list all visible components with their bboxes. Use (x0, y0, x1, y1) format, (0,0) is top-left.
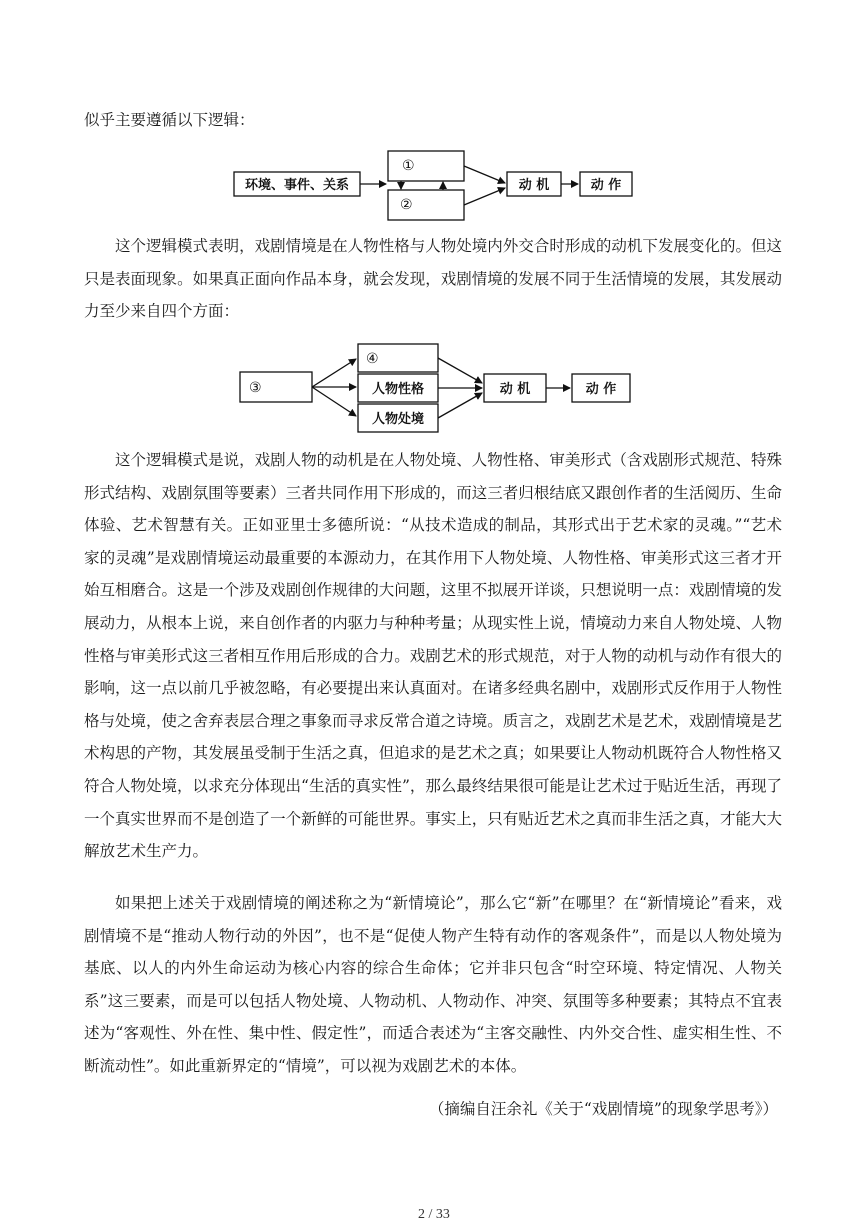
action-box (580, 172, 632, 196)
box-3-label: ③ (249, 380, 262, 396)
motive-box (507, 172, 561, 196)
intro-line: 似乎主要遵循以下逻辑： (84, 111, 255, 129)
source-citation: （摘编自汪余礼《关于“戏剧情境”的现象学思考》） (428, 1100, 778, 1118)
arrow-4-to-motive (438, 358, 482, 383)
box-2-label: ② (400, 197, 413, 213)
situation-box (358, 404, 438, 432)
arrow-3-to-4 (312, 359, 356, 387)
action-box-2 (572, 374, 630, 402)
box-2 (388, 190, 464, 220)
arrow-2-to-motive (464, 188, 505, 205)
logic-diagram-2 (0, 340, 868, 440)
box-4 (358, 344, 438, 372)
page-number: 2 / 33 (418, 1207, 450, 1222)
motive-label: 动 机 (518, 178, 550, 193)
env-label: 环境、事件、关系 (244, 178, 350, 193)
character-box (358, 374, 438, 402)
box-4-label: ④ (366, 351, 379, 367)
paragraph-2: 这个逻辑模式是说，戏剧人物的动机是在人物处境、人物性格、审美形式（含戏剧形式规范、特殊形式结构、戏剧氛围等要素）三者共同作用下形成的，而这三者归根结底又跟创作者的生活阅历、生命体验、艺术智慧有关。正如亚里士多德所说：“从技术造成的制品，其形式出于艺术家的灵魂。”“艺术家的灵魂”是戏剧情境运动最重要的本源动力，在其作用下人物处境、人物性格、审美形式这三者才开始互相磨合。这是一个涉及戏剧创作规律的大问题，这里不拟展开详谈，只想说明一点：戏剧情境的发展动力，从根本上说，来自创作者的内驱力与种种考量；从现实性上说，情境动力来自人物处境、人物性格与审美形式这三者相互作用后形成的合力。戏剧艺术的形式规范，对于人物的动机与动作有很大的影响，这一点以前几乎被忽略，有必要提出来认真面对。在诸多经典名剧中，戏剧形式反作用于人物性格与处境，使之舍弃表层合理之事象而寻求反常合道之诗境。质言之，戏剧艺术是艺术，戏剧情境是艺术构思的产物，其发展虽受制于生活之真，但追求的是艺术之真；如果要让人物动机既符合人物性格又符合人物处境，以求充分体现出“生活的真实性”，那么最终结果很可能是让艺术过于贴近生活，再现了一个真实世界而不是创造了一个新鲜的可能世界。事实上，只有贴近艺术之真而非生活之真，才能大大解放艺术生产力。 (84, 451, 782, 861)
arrow-3-to-situation (312, 387, 356, 416)
situation-label: 人物处境 (371, 412, 425, 427)
arrow-situation-to-motive (438, 393, 482, 418)
paragraph-3: 如果把上述关于戏剧情境的阐述称之为“新情境论”，那么它“新”在哪里？在“新情境论”看来，戏剧情境不是“推动人物行动的外因”，也不是“促使人物产生特有动作的客观条件”，而是以人物处境为基底、以人的内外生命运动为核心内容的综合生命体；它并非只包含“时空环境、特定情况、人物关系”这三要素，而是可以包括人物处境、人物动机、人物动作、冲突、氛围等多种要素；其特点不宜表述为“客观性、外在性、集中性、假定性”，而适合表述为“主客交融性、内外交合性、虚实相生性、不断流动性”。如此重新界定的“情境”，可以视为戏剧艺术的本体。 (84, 894, 782, 1075)
motive-box-2 (484, 374, 546, 402)
action-label: 动 作 (590, 178, 622, 193)
motive-label-2: 动 机 (499, 382, 531, 397)
arrow-1-to-motive (464, 166, 505, 183)
env-box (234, 172, 360, 196)
box-1 (388, 151, 464, 181)
box-1-label: ① (402, 158, 415, 174)
character-label: 人物性格 (371, 382, 425, 397)
box-3 (240, 372, 312, 402)
paragraph-1: 这个逻辑模式表明，戏剧情境是在人物性格与人物处境内外交合时形成的动机下发展变化的。但这只是表面现象。如果真正面向作品本身，就会发现，戏剧情境的发展不同于生活情境的发展，其发展动力至少来自四个方面： (84, 237, 782, 321)
action-label-2: 动 作 (585, 382, 617, 397)
